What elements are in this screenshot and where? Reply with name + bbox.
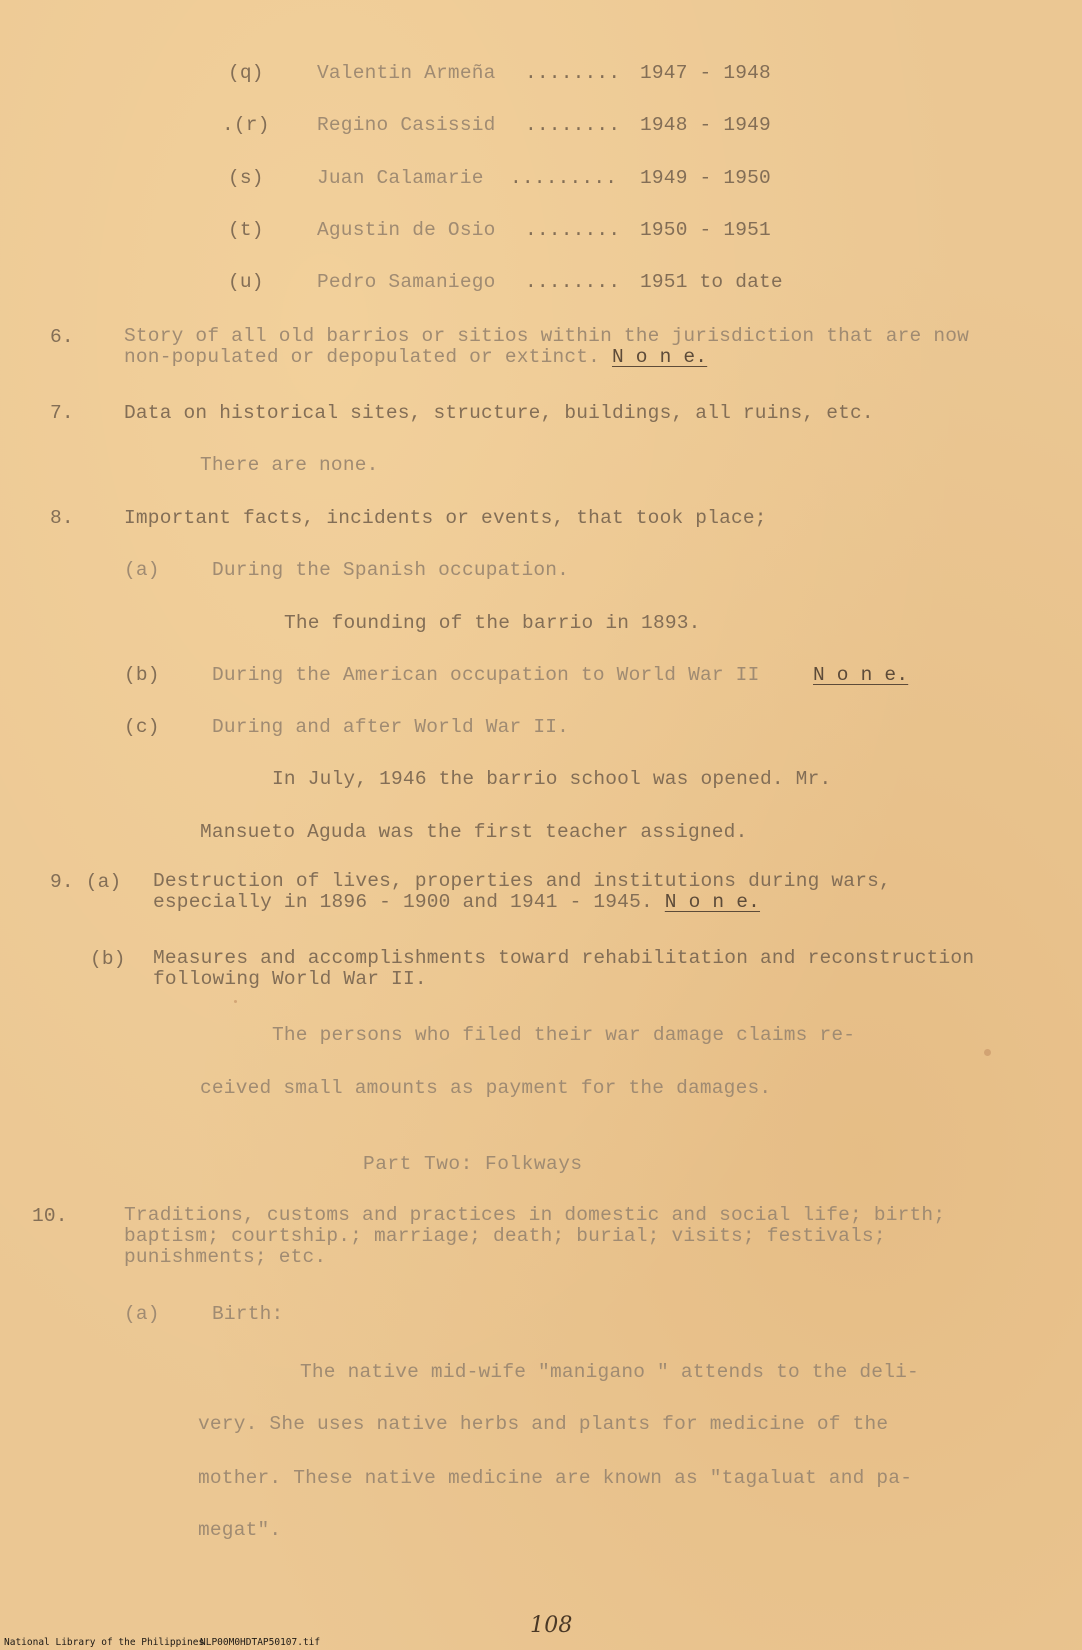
- ink-spot: [234, 1000, 237, 1003]
- item-9-number: 9. (a): [50, 871, 122, 893]
- item-10-text: Traditions, customs and practices in domestic and social life; birth; baptism; courtship.; marriage; death; burial; visits; festivals; punishments; etc.: [124, 1204, 946, 1268]
- official-name: Valentin Armeña: [317, 62, 496, 84]
- official-dots: ........: [525, 271, 621, 293]
- item-8a-answer: The founding of the barrio in 1893.: [284, 612, 701, 634]
- item-7-text: Data on historical sites, structure, buildings, all ruins, etc.: [124, 402, 874, 424]
- item-10a-line4: megat".: [198, 1519, 282, 1541]
- item-8c-answer-line2: Mansueto Aguda was the first teacher assigned.: [200, 821, 748, 843]
- item-9b-letter: (b): [90, 948, 126, 970]
- official-name: Regino Casissid: [317, 114, 496, 136]
- item-8b-label: During the American occupation to World War II: [212, 664, 760, 686]
- item-7-number: 7.: [50, 402, 74, 424]
- official-letter: (u): [228, 271, 264, 293]
- official-dots: ........: [525, 114, 621, 136]
- page-number: 108: [530, 1613, 573, 1638]
- item-8b-letter: (b): [124, 664, 160, 686]
- item-9b-text: Measures and accomplishments toward rehabilitation and reconstruction following World War II.: [153, 947, 975, 990]
- item-10a-label: Birth:: [212, 1303, 284, 1325]
- footer-file: NLP00M0HDTAP50107.tif: [200, 1637, 321, 1648]
- item-9b-answer-line1: The persons who filed their war damage claims re-: [272, 1024, 856, 1046]
- official-years: 1947 - 1948: [640, 62, 771, 84]
- official-name: Juan Calamarie: [317, 167, 484, 189]
- official-letter: .(r): [222, 114, 270, 136]
- item-10-number: 10.: [32, 1205, 68, 1227]
- item-8a-label: During the Spanish occupation.: [212, 559, 570, 581]
- official-letter: (s): [228, 167, 264, 189]
- item-8-text: Important facts, incidents or events, that took place;: [124, 507, 767, 529]
- part-two-heading: Part Two: Folkways: [363, 1153, 583, 1175]
- item-8-number: 8.: [50, 507, 74, 529]
- item-9b-answer-line2: ceived small amounts as payment for the damages.: [200, 1077, 772, 1099]
- official-letter: (t): [228, 219, 264, 241]
- item-10a-line2: very. She uses native herbs and plants for medicine of the: [198, 1413, 889, 1435]
- official-years: 1951 to date: [640, 271, 783, 293]
- item-10a-letter: (a): [124, 1303, 160, 1325]
- official-letter: (q): [228, 62, 264, 84]
- item-7-answer: There are none.: [200, 454, 379, 476]
- footer-library: National Library of the Philippines: [4, 1637, 205, 1648]
- item-8a-letter: (a): [124, 559, 160, 581]
- ink-spot: [984, 1049, 991, 1056]
- item-9a-text: Destruction of lives, properties and institutions during wars, especially in 1896 - 1900 and 1941 - 1945. N o n e.: [153, 870, 891, 913]
- item-6-text: Story of all old barrios or sitios within the jurisdiction that are now non-populated or depopulated or extinct. N o n e.: [124, 325, 970, 368]
- official-dots: ........: [525, 62, 621, 84]
- official-years: 1949 - 1950: [640, 167, 771, 189]
- item-6-number: 6.: [50, 326, 74, 348]
- item-8c-answer-line1: In July, 1946 the barrio school was opened. Mr.: [272, 768, 832, 790]
- official-dots: ........: [525, 219, 621, 241]
- official-years: 1950 - 1951: [640, 219, 771, 241]
- item-9a-answer: N o n e.: [664, 891, 761, 913]
- official-dots: .........: [510, 167, 618, 189]
- official-name: Agustin de Osio: [317, 219, 496, 241]
- official-years: 1948 - 1949: [640, 114, 771, 136]
- item-6-answer: N o n e.: [611, 346, 708, 368]
- item-8b-answer: N o n e.: [813, 664, 909, 686]
- item-10a-line3: mother. These native medicine are known as "tagaluat and pa-: [198, 1467, 913, 1489]
- official-name: Pedro Samaniego: [317, 271, 496, 293]
- item-8c-label: During and after World War II.: [212, 716, 570, 738]
- item-8c-letter: (c): [124, 716, 160, 738]
- item-10a-line1: The native mid-wife "manigano " attends to the deli-: [300, 1361, 919, 1383]
